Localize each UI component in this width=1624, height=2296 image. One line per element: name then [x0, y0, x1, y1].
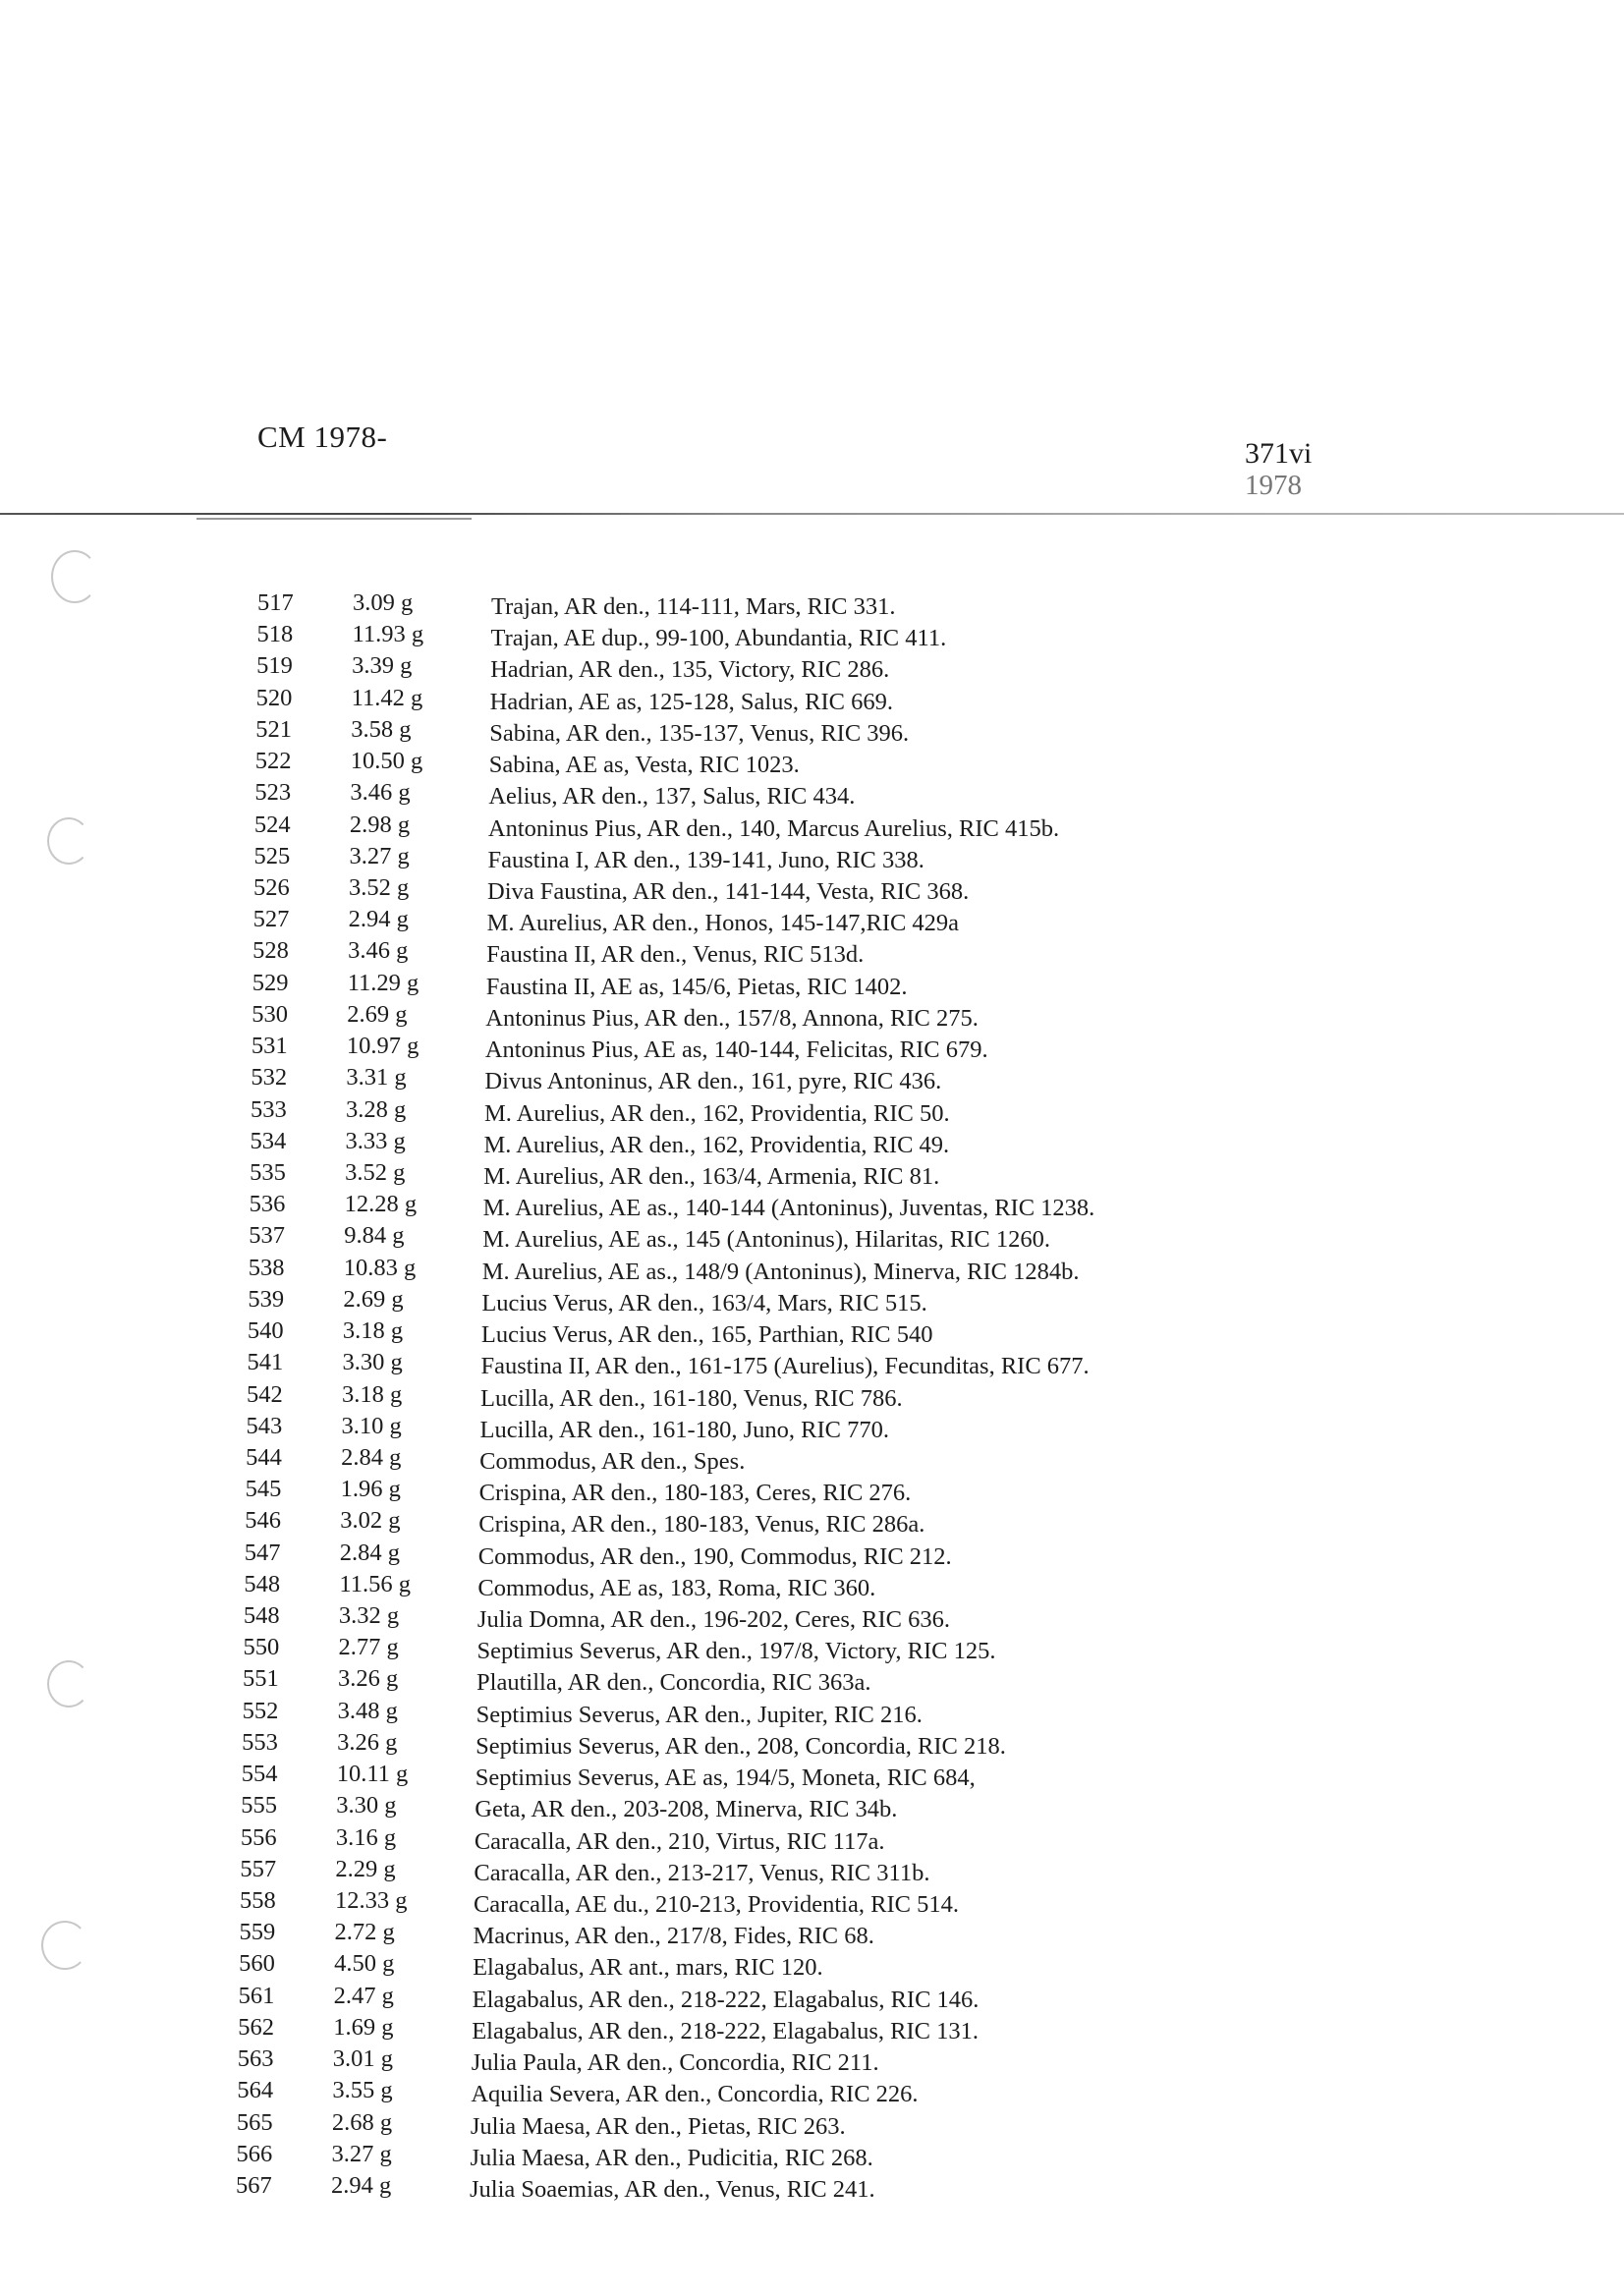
entry-number: 541	[247, 1349, 284, 1376]
punch-hole-mark	[47, 817, 90, 865]
entry-weight: 3.26 g	[337, 1728, 398, 1756]
entry-description: Faustina I, AR den., 139-141, Juno, RIC 338.	[487, 846, 924, 873]
entry-number: 531	[251, 1033, 288, 1060]
entry-weight: 3.52 g	[345, 1158, 406, 1186]
entry-weight: 3.01 g	[332, 2045, 393, 2073]
entry-number: 517	[257, 589, 294, 616]
entry-weight: 2.29 g	[335, 1855, 396, 1882]
entry-description: Septimius Severus, AR den., 197/8, Victory, RIC 125.	[476, 1638, 996, 1665]
entry-description: Aquilia Severa, AR den., Concordia, RIC 226.	[471, 2081, 919, 2108]
entry-weight: 2.72 g	[334, 1919, 395, 1946]
entry-number: 518	[256, 621, 294, 648]
entry-weight: 3.18 g	[342, 1380, 403, 1408]
entry-number: 538	[248, 1254, 285, 1281]
entry-description: Plautilla, AR den., Concordia, RIC 363a.	[476, 1669, 871, 1697]
entry-weight: 3.55 g	[332, 2077, 393, 2104]
entry-description: M. Aurelius, AR den., Honos, 145-147,RIC 429a	[486, 910, 960, 937]
entry-description: M. Aurelius, AR den., 162, Providentia, RIC 49.	[483, 1131, 950, 1158]
entry-number: 558	[239, 1887, 276, 1915]
entry-description: Septimius Severus, AR den., 208, Concordia, RIC 218.	[476, 1732, 1006, 1760]
entry-description: Elagabalus, AR ant., mars, RIC 120.	[473, 1954, 823, 1982]
entry-number: 530	[252, 1000, 289, 1028]
entry-number: 540	[247, 1317, 284, 1345]
entry-description: Julia Maesa, AR den., Pietas, RIC 263.	[470, 2112, 846, 2140]
entry-number: 559	[239, 1919, 276, 1946]
entry-description: Julia Maesa, AR den., Pudicitia, RIC 268.	[470, 2144, 873, 2171]
entry-number: 566	[236, 2140, 273, 2167]
entry-number: 542	[247, 1380, 283, 1408]
entry-weight: 10.97 g	[346, 1033, 420, 1060]
entry-weight: 11.56 g	[339, 1570, 411, 1597]
entry-number: 537	[249, 1222, 285, 1250]
entry-number: 527	[252, 906, 290, 933]
entry-weight: 2.94 g	[348, 906, 409, 933]
entry-number: 548	[243, 1602, 280, 1630]
entry-weight: 12.28 g	[344, 1191, 418, 1218]
entry-weight: 2.84 g	[341, 1443, 402, 1471]
entry-number: 565	[236, 2108, 273, 2136]
entry-description: Julia Domna, AR den., 196-202, Ceres, RIC 636.	[476, 1606, 951, 1634]
entry-weight: 3.16 g	[335, 1823, 397, 1851]
entry-description: M. Aurelius, AR den., 162, Providentia, RIC 50.	[483, 1099, 950, 1127]
entry-number: 555	[241, 1792, 278, 1820]
entry-description: Faustina II, AR den., 161-175 (Aurelius), Fecunditas, RIC 677.	[480, 1353, 1090, 1380]
entry-weight: 3.39 g	[352, 652, 413, 680]
entry-weight: 10.83 g	[343, 1254, 417, 1281]
entry-description: Hadrian, AR den., 135, Victory, RIC 286.	[490, 656, 890, 684]
entry-weight: 2.69 g	[343, 1285, 404, 1313]
entry-weight: 11.29 g	[347, 969, 420, 996]
entry-weight: 3.46 g	[350, 779, 411, 807]
entry-number: 564	[237, 2077, 274, 2104]
entry-description: Aelius, AR den., 137, Salus, RIC 434.	[488, 783, 856, 811]
entry-description: Sabina, AR den., 135-137, Venus, RIC 396.	[489, 719, 910, 747]
entry-weight: 3.52 g	[349, 873, 410, 901]
entry-number: 548	[244, 1570, 281, 1597]
entry-number: 543	[246, 1412, 283, 1439]
entry-weight: 3.48 g	[337, 1697, 398, 1724]
entry-description: Sabina, AE as, Vesta, RIC 1023.	[488, 752, 800, 779]
punch-hole-mark	[41, 1921, 88, 1970]
entry-number: 556	[240, 1823, 277, 1851]
entry-number: 557	[240, 1855, 277, 1882]
entry-number: 524	[253, 811, 291, 838]
entry-description: Septimius Severus, AR den., Jupiter, RIC 216.	[476, 1701, 923, 1728]
entry-weight: 3.58 g	[351, 715, 412, 743]
entry-description: Caracalla, AE du., 210-213, Providentia, RIC 514.	[473, 1891, 959, 1919]
entry-description: Geta, AR den., 203-208, Minerva, RIC 34b.	[475, 1796, 898, 1823]
entry-weight: 3.27 g	[349, 842, 410, 869]
entry-weight: 3.33 g	[345, 1127, 406, 1154]
entry-description: Antoninus Pius, AR den., 140, Marcus Aurelius, RIC 415b.	[487, 814, 1060, 842]
entry-weight: 2.98 g	[349, 811, 411, 838]
entry-number: 539	[248, 1285, 285, 1313]
entry-description: Julia Paula, AR den., Concordia, RIC 211.	[471, 2049, 879, 2077]
entry-description: Lucius Verus, AR den., 165, Parthian, RIC 540	[480, 1321, 933, 1349]
entry-weight: 1.96 g	[340, 1476, 401, 1503]
entry-description: Elagabalus, AR den., 218-222, Elagabalus, RIC 146.	[472, 1986, 980, 2013]
entry-number: 535	[250, 1158, 286, 1186]
entry-description: M. Aurelius, AR den., 163/4, Armenia, RIC 81.	[483, 1162, 940, 1190]
entry-weight: 12.33 g	[334, 1887, 408, 1915]
entry-description: Crispina, AR den., 180-183, Ceres, RIC 276.	[478, 1480, 912, 1507]
entry-description: Elagabalus, AR den., 218-222, Elagabalus, RIC 131.	[472, 2017, 979, 2044]
entry-number: 536	[249, 1191, 286, 1218]
entry-description: Julia Soaemias, AR den., Venus, RIC 241.	[470, 2176, 875, 2203]
entry-weight: 10.50 g	[350, 748, 423, 775]
entry-number: 562	[238, 2013, 274, 2041]
entry-weight: 2.69 g	[347, 1000, 408, 1028]
entry-number: 560	[239, 1950, 275, 1978]
entry-description: Trajan, AE dup., 99-100, Abundantia, RIC 411.	[490, 625, 947, 652]
entry-description: Faustina II, AE as, 145/6, Pietas, RIC 1402.	[485, 973, 908, 1000]
entry-number: 550	[243, 1634, 280, 1661]
entry-number: 545	[245, 1476, 282, 1503]
page-year: 1978	[1245, 470, 1302, 501]
entry-weight: 3.30 g	[336, 1792, 397, 1820]
entry-number: 547	[244, 1539, 281, 1566]
entry-number: 553	[242, 1728, 278, 1756]
entry-weight: 3.31 g	[346, 1064, 407, 1092]
entry-weight: 3.09 g	[353, 589, 414, 616]
entry-number: 525	[253, 842, 291, 869]
entry-weight: 3.10 g	[341, 1412, 402, 1439]
entry-number: 534	[250, 1127, 287, 1154]
entry-description: Trajan, AR den., 114-111, Mars, RIC 331.	[491, 593, 896, 620]
entry-weight: 2.94 g	[331, 2172, 392, 2199]
entry-number: 519	[256, 652, 293, 680]
entry-description: Macrinus, AR den., 217/8, Fides, RIC 68.	[473, 1923, 874, 1950]
entry-number: 551	[243, 1665, 279, 1693]
entry-number: 532	[251, 1064, 288, 1092]
entry-number: 528	[252, 937, 289, 965]
entry-description: Divus Antoninus, AR den., 161, pyre, RIC 436.	[484, 1068, 942, 1095]
entry-weight: 11.42 g	[351, 684, 423, 711]
entry-weight: 3.30 g	[342, 1349, 403, 1376]
page-reference	[1245, 438, 1312, 501]
entry-description: Lucilla, AR den., 161-180, Venus, RIC 786.	[480, 1384, 903, 1412]
entry-weight: 1.69 g	[333, 2013, 394, 2041]
entry-number: 563	[237, 2045, 274, 2073]
entry-description: Diva Faustina, AR den., 141-144, Vesta, RIC 368.	[487, 877, 970, 905]
entry-number: 533	[250, 1095, 287, 1123]
page-number: 371vi	[1245, 437, 1313, 470]
entry-number: 554	[241, 1761, 278, 1788]
entry-description: M. Aurelius, AE as., 145 (Antoninus), Hilaritas, RIC 1260.	[482, 1226, 1050, 1254]
entry-description: Faustina II, AR den., Venus, RIC 513d.	[486, 941, 865, 969]
entry-description: Commodus, AR den., Spes.	[479, 1447, 746, 1475]
catalogue-heading: CM 1978-	[257, 420, 388, 454]
entry-weight: 9.84 g	[344, 1222, 405, 1250]
entry-number: 544	[246, 1443, 282, 1471]
entry-number: 561	[238, 1982, 275, 2009]
entry-weight: 2.68 g	[331, 2108, 393, 2136]
entry-description: Septimius Severus, AE as, 194/5, Moneta, RIC 684,	[475, 1764, 976, 1792]
entry-description: Commodus, AE as, 183, Roma, RIC 360.	[477, 1574, 876, 1601]
punch-hole-mark	[51, 550, 98, 603]
entry-weight: 2.77 g	[338, 1634, 399, 1661]
entry-number: 521	[255, 715, 292, 743]
entry-number: 529	[252, 969, 289, 996]
entry-weight: 3.26 g	[338, 1665, 399, 1693]
entry-number: 526	[253, 873, 290, 901]
entry-number: 567	[236, 2172, 272, 2199]
entry-number: 552	[242, 1697, 279, 1724]
entry-description: Antoninus Pius, AR den., 157/8, Annona, RIC 275.	[485, 1004, 979, 1032]
entry-description: Lucius Verus, AR den., 163/4, Mars, RIC 515.	[481, 1289, 927, 1316]
entry-description: Caracalla, AR den., 213-217, Venus, RIC 311b.	[474, 1859, 930, 1886]
entry-weight: 3.32 g	[338, 1602, 400, 1630]
entry-description: Hadrian, AE as, 125-128, Salus, RIC 669.	[489, 688, 894, 715]
entry-description: Caracalla, AR den., 210, Virtus, RIC 117a.	[474, 1827, 885, 1855]
entry-number: 546	[245, 1507, 281, 1535]
header-rule-underline	[196, 518, 472, 520]
entry-weight: 3.02 g	[340, 1507, 401, 1535]
entry-weight: 10.11 g	[336, 1761, 409, 1788]
entry-number: 520	[255, 684, 293, 711]
entry-number: 523	[254, 779, 292, 807]
entry-weight: 2.47 g	[333, 1982, 394, 2009]
entry-description: M. Aurelius, AE as., 148/9 (Antoninus), Minerva, RIC 1284b.	[481, 1258, 1080, 1285]
entry-description: Commodus, AR den., 190, Commodus, RIC 212.	[477, 1542, 952, 1570]
entry-description: Antoninus Pius, AE as, 140-144, Felicitas, RIC 679.	[484, 1036, 988, 1064]
entry-description: M. Aurelius, AE as., 140-144 (Antoninus), Juventas, RIC 1238.	[482, 1195, 1095, 1222]
entry-description: Crispina, AR den., 180-183, Venus, RIC 286a.	[478, 1511, 925, 1539]
entry-weight: 11.93 g	[352, 621, 424, 648]
punch-hole-mark	[47, 1660, 90, 1708]
entry-number: 522	[254, 748, 292, 775]
entry-weight: 3.27 g	[331, 2140, 392, 2167]
entry-weight: 3.46 g	[348, 937, 409, 965]
entry-weight: 3.18 g	[342, 1317, 404, 1345]
entry-weight: 4.50 g	[334, 1950, 395, 1978]
entry-weight: 2.84 g	[339, 1539, 401, 1566]
header-rule	[0, 513, 1624, 515]
entry-weight: 3.28 g	[345, 1095, 407, 1123]
entry-description: Lucilla, AR den., 161-180, Juno, RIC 770.	[479, 1416, 890, 1443]
